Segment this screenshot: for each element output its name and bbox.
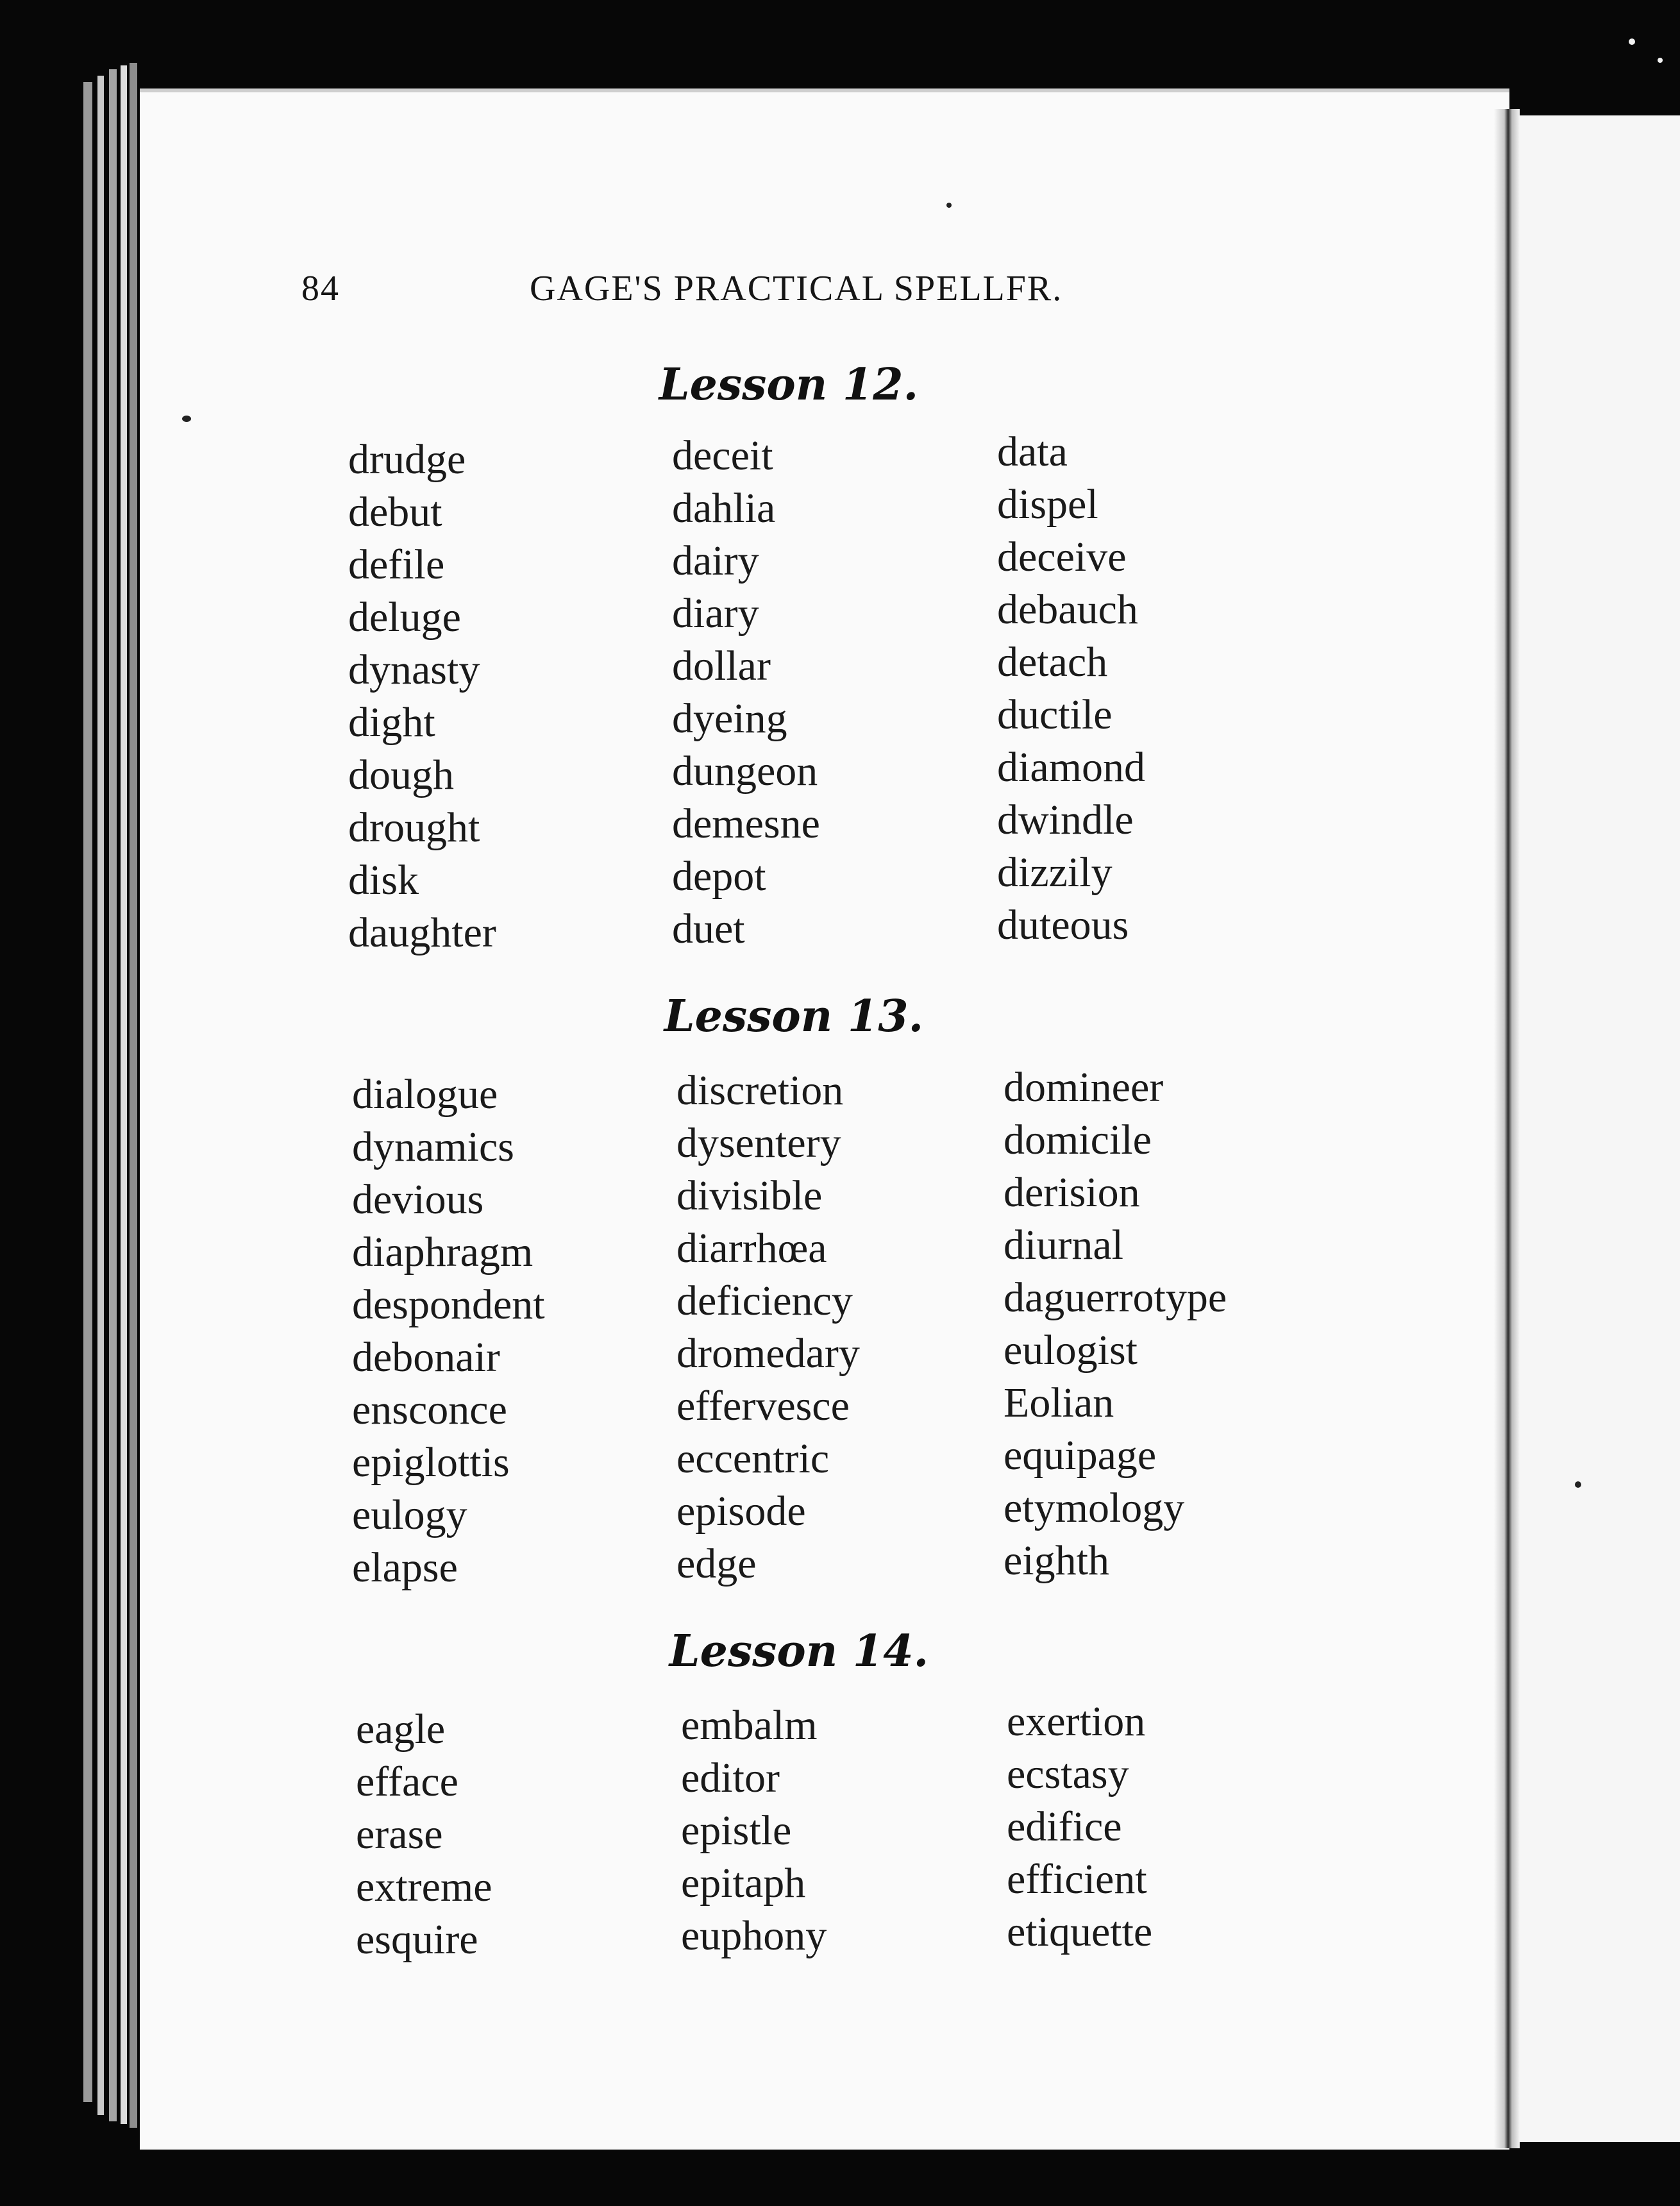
spelling-word: deceive	[997, 534, 1127, 580]
spelling-word: dairy	[672, 537, 759, 584]
spelling-word: diary	[672, 590, 759, 637]
spelling-word: dynasty	[348, 646, 480, 693]
spelling-word: edge	[676, 1540, 757, 1587]
spelling-word: etiquette	[1007, 1908, 1153, 1955]
spelling-word: elapse	[352, 1544, 458, 1591]
lesson-heading: Lesson 12.	[659, 359, 919, 410]
page-block-edge	[109, 69, 117, 2121]
spelling-word: dollar	[672, 643, 771, 689]
spelling-word: editor	[681, 1755, 780, 1801]
spelling-word: etymology	[1004, 1485, 1185, 1531]
spelling-word: diurnal	[1004, 1222, 1123, 1268]
lesson-heading: Lesson 13.	[664, 991, 924, 1042]
word-column	[676, 1065, 860, 1590]
facing-page	[1515, 115, 1680, 2142]
spelling-word: despondent	[352, 1281, 545, 1328]
spelling-word: eighth	[1004, 1537, 1109, 1584]
spelling-word: deceit	[672, 432, 773, 479]
book-title: GAGE'S PRACTICAL SPELLFR.	[530, 269, 1063, 308]
spelling-word: daughter	[348, 909, 496, 956]
word-column	[672, 430, 820, 956]
spelling-word: efficient	[1007, 1856, 1147, 1903]
spelling-word: detach	[997, 639, 1108, 686]
lesson-heading: Lesson 14.	[669, 1626, 929, 1677]
spelling-word: eccentric	[676, 1435, 830, 1482]
print-speck	[1575, 1481, 1581, 1488]
spelling-word: data	[997, 428, 1068, 475]
spelling-word: dwindle	[997, 796, 1134, 843]
spelling-word: dysentery	[676, 1120, 841, 1166]
spelling-word: demesne	[672, 800, 820, 847]
spelling-word: exertion	[1007, 1698, 1146, 1745]
page-block-edge	[97, 76, 104, 2115]
spelling-word: drudge	[348, 436, 466, 483]
spelling-word: dromedary	[676, 1330, 860, 1377]
page-block-edge	[83, 82, 92, 2102]
spelling-word: edifice	[1007, 1803, 1122, 1850]
word-column	[348, 434, 496, 959]
spelling-word: debonair	[352, 1334, 500, 1381]
spelling-word: dispel	[997, 481, 1098, 528]
spelling-word: diaphragm	[352, 1229, 533, 1276]
word-column	[356, 1703, 492, 1966]
spelling-word: Eolian	[1004, 1379, 1114, 1426]
print-speck	[182, 416, 191, 422]
spelling-word: derision	[1004, 1169, 1140, 1216]
spelling-word: dyeing	[672, 695, 787, 742]
spelling-word: embalm	[681, 1702, 818, 1749]
word-column	[1007, 1696, 1152, 1958]
spelling-word: ensconce	[352, 1386, 507, 1433]
word-column	[997, 426, 1145, 952]
print-speck	[1629, 38, 1635, 45]
spelling-word: dungeon	[672, 748, 818, 795]
word-column	[1004, 1061, 1227, 1587]
spelling-word: efface	[356, 1758, 458, 1805]
spelling-word: erase	[356, 1811, 443, 1858]
spelling-word: deluge	[348, 594, 461, 641]
spelling-word: diamond	[997, 744, 1145, 791]
spelling-word: dight	[348, 699, 435, 746]
spelling-word: depot	[672, 853, 766, 900]
book-gutter	[1494, 109, 1520, 2148]
spelling-word: epiglottis	[352, 1439, 510, 1486]
page-number: 84	[301, 269, 340, 308]
spelling-word: dahlia	[672, 485, 776, 532]
print-speck	[1658, 58, 1663, 63]
spelling-word: divisible	[676, 1172, 823, 1219]
spelling-word: dizzily	[997, 849, 1113, 896]
spelling-word: duet	[672, 905, 745, 952]
spelling-word: eagle	[356, 1706, 446, 1753]
page-block-edge	[130, 63, 137, 2128]
word-column	[681, 1699, 827, 1962]
spelling-word: domicile	[1004, 1116, 1152, 1163]
spelling-word: defile	[348, 541, 445, 588]
spelling-word: duteous	[997, 902, 1129, 948]
spelling-word: esquire	[356, 1916, 478, 1963]
spelling-word: epitaph	[681, 1860, 806, 1907]
spelling-word: episode	[676, 1488, 806, 1535]
spelling-word: ecstasy	[1007, 1751, 1129, 1798]
print-speck	[946, 203, 952, 208]
spelling-word: dough	[348, 752, 454, 798]
spelling-word: dialogue	[352, 1071, 498, 1118]
spelling-word: eulogy	[352, 1492, 467, 1538]
spelling-word: drought	[348, 804, 480, 851]
spelling-word: dynamics	[352, 1124, 514, 1170]
spelling-word: domineer	[1004, 1064, 1164, 1111]
spelling-word: deficiency	[676, 1277, 853, 1324]
spelling-word: effervesce	[676, 1383, 850, 1429]
spelling-word: equipage	[1004, 1432, 1157, 1479]
word-column	[352, 1068, 545, 1594]
spelling-word: ductile	[997, 691, 1113, 738]
page-block-edge	[121, 65, 127, 2124]
spelling-word: debauch	[997, 586, 1138, 633]
spelling-word: euphony	[681, 1912, 827, 1959]
spelling-word: diarrhœa	[676, 1225, 827, 1272]
spelling-word: extreme	[356, 1864, 492, 1910]
spelling-word: disk	[348, 857, 419, 904]
spelling-word: debut	[348, 489, 442, 535]
spelling-word: epistle	[681, 1807, 792, 1854]
spelling-word: daguerrotype	[1004, 1274, 1227, 1321]
spelling-word: eulogist	[1004, 1327, 1138, 1374]
spelling-word: discretion	[676, 1067, 844, 1114]
spelling-word: devious	[352, 1176, 484, 1223]
